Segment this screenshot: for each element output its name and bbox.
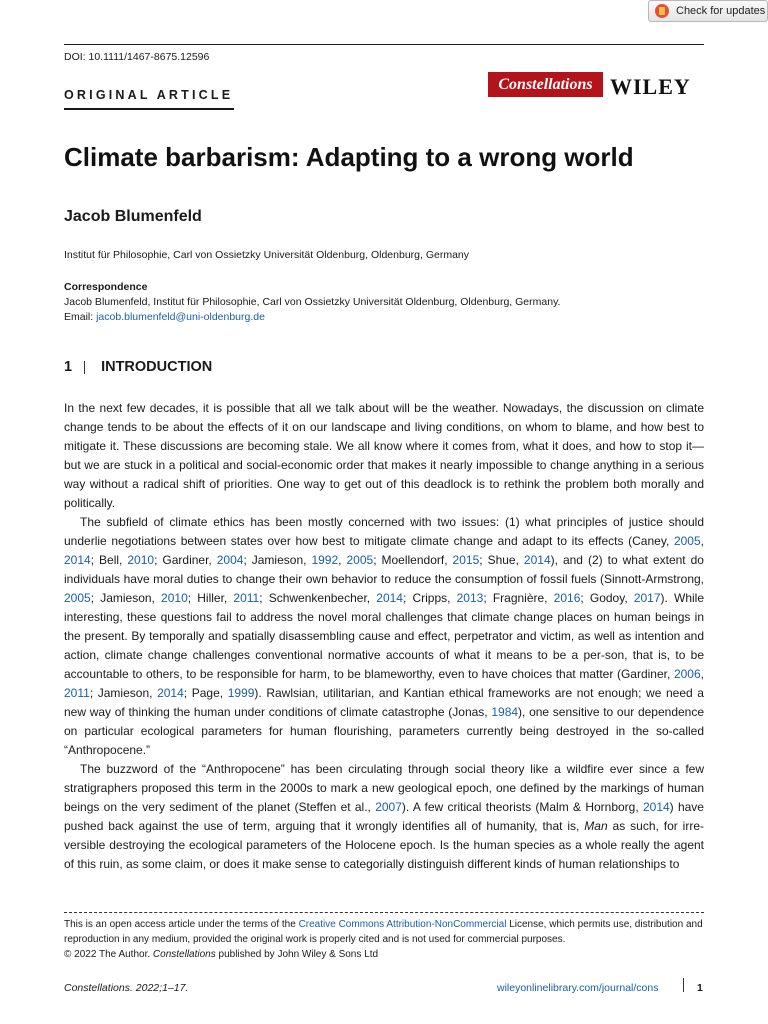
correspondence-address: Jacob Blumenfeld, Institut für Philosophie, Carl von Ossietzky Universität Oldenburg, Oldenburg, Germany. (64, 296, 561, 308)
license-footnote (64, 917, 704, 962)
body-text-run: ; Bell, (90, 553, 128, 567)
copyright-journal: Constellations (152, 949, 216, 960)
body-text-run: ; Gardiner, (154, 553, 217, 567)
citation-link[interactable]: 2007 (375, 800, 402, 814)
correspondence-heading: Correspondence (64, 281, 148, 293)
body-text-run: ; Godoy, (580, 591, 634, 605)
email-link[interactable]: jacob.blumenfeld@uni-oldenburg.de (96, 311, 265, 323)
citation-link[interactable]: 2005 (673, 534, 701, 548)
body-text-run: , (700, 534, 704, 548)
license-text-end: License, which permits use, distribution and reproduction in any medium, provided the original work is properly cited and is not used for commercial purposes. (64, 919, 703, 945)
section-title: INTRODUCTION (101, 359, 213, 375)
body-text-run: ; Page, (183, 686, 228, 700)
body-text-run: ), and (2) to what extent do individuals have moral duties to change their own behavior to reduce the consumption of fossil fuels (Sinnott-Armstrong, (64, 553, 704, 586)
author-affiliation: Institut für Philosophie, Carl von Ossietzky Universität Oldenburg, Oldenburg, Germany (64, 249, 470, 261)
citation-link[interactable]: 1984 (491, 705, 519, 719)
constellations-logo: Constellations (488, 72, 603, 97)
section-number: 1 (64, 359, 73, 375)
citation-link[interactable]: 2013 (456, 591, 484, 605)
wiley-logo: WILEY (610, 74, 691, 99)
citation-link[interactable]: 2014 (157, 686, 184, 700)
footer-journal-link[interactable]: wileyonlinelibrary.com/journal/cons (497, 982, 659, 994)
citation-link[interactable]: 2014 (64, 553, 91, 567)
citation-link[interactable]: 2014 (523, 553, 551, 567)
body-text-run: , (700, 667, 704, 681)
citation-link[interactable]: 2014 (376, 591, 403, 605)
body-text-run: ) have pushed back against the use of term, arguing that it wrongly identifies all of humanity, that is, (64, 800, 704, 833)
body-text-run: ; Shue, (479, 553, 524, 567)
citation-link[interactable]: 2004 (216, 553, 244, 567)
doi-text: DOI: 10.1111/1467-8675.12596 (64, 51, 210, 63)
citation-link[interactable]: 2016 (553, 591, 581, 605)
body-text-run: ; Jamieson, (89, 686, 158, 700)
citation-link[interactable]: 2014 (642, 800, 670, 814)
footer-citation: Constellations. 2022;1–17. (64, 982, 189, 994)
citation-link[interactable]: 2005 (346, 553, 374, 567)
article-type-label: ORIGINAL ARTICLE (64, 88, 234, 102)
body-text-run: ; Cripps, (402, 591, 457, 605)
body-text (64, 399, 704, 874)
body-text-run: The buzzword of the “Anthropocene” has been circulating through social theory like a wildfire ever since a few stratigraphers proposed this term in the 2000s to mark a new geological epoch, one defined by the markings of human beings on the very sediment of the planet (Steffen et al., (64, 762, 704, 814)
body-paragraph (64, 760, 704, 874)
body-text-run: ; Schwenkenbecher, (259, 591, 377, 605)
check-for-updates-label: Check for updates (676, 5, 766, 17)
license-link[interactable]: Creative Commons Attribution-NonCommercial (298, 919, 507, 930)
footnote-rule (64, 912, 704, 913)
page-number: 1 (697, 982, 703, 994)
body-text-run: ), one sensitive to our dependence on particular ecological parameters for human flourishing, parameters currently being destroyed in the so-called “Anthropocene.” (64, 705, 705, 757)
citation-link[interactable]: 2011 (233, 591, 260, 605)
body-text-run: ; Fragnière, (483, 591, 554, 605)
body-text-run: , (338, 553, 347, 567)
citation-link[interactable]: 2010 (161, 591, 188, 605)
citation-link[interactable]: 2017 (633, 591, 661, 605)
body-text-run: ; Jamieson, (90, 591, 162, 605)
article-type-underline (64, 108, 234, 110)
body-text-run: ). A few critical theorists (Malm & Hornborg, (401, 800, 643, 814)
header-rule (64, 44, 704, 45)
body-text-run: ; Moellendorf, (373, 553, 453, 567)
citation-link[interactable]: 2015 (452, 553, 480, 567)
correspondence-email-line (64, 311, 265, 323)
body-text-run: In the next few decades, it is possible that all we talk about will be the weather. Nowadays, the discussion on climate change tends to be about the effects of it on our landscape and living conditions, on whom to blame, and how best to mitigate it. These discussions are becoming stale. We all know where it comes from, what it does, and how to stop it—but we are stuck in a political and social-economic order that makes it nearly impossible to change anything in a serious way without a radical shift of priorities. One way to get out of this deadlock is to rethink the problem both morally and politically. (64, 401, 704, 510)
author-name: Jacob Blumenfeld (64, 208, 202, 225)
citation-link[interactable]: 2011 (64, 686, 90, 700)
citation-link[interactable]: 1992 (311, 553, 339, 567)
body-text-run: ; Jamieson, (243, 553, 312, 567)
section-divider (84, 361, 85, 374)
copyright-text: © 2022 The Author. (64, 949, 153, 960)
section-heading (64, 359, 212, 375)
check-for-updates-button[interactable] (648, 0, 768, 22)
body-text-run: ). Rawlsian, utilitarian, and Kantian ethical frameworks are not enough; we need a new way of thinking the human under conditions of climate catastrophe (Jonas, (64, 686, 704, 719)
footer-divider (683, 978, 684, 992)
body-text-run: The subfield of climate ethics has been mostly concerned with two issues: (1) what principles of justice should underlie negotiations between states over how best to mitigate climate change and adapt to its effects (Caney, (64, 515, 704, 548)
citation-link[interactable]: 1999 (227, 686, 255, 700)
citation-link[interactable]: 2005 (64, 591, 91, 605)
email-label: Email: (64, 311, 97, 323)
emphasis-text: Man (584, 819, 608, 833)
body-paragraph (64, 399, 704, 513)
body-text-run: as such, for irre-versible destroying the ecological parameters of the Holocene epoch. Is the human species as a whole really the agent of this ruin, as some claim, or does it make sense to categorially distinguish different kinds of human relationships to (64, 819, 704, 871)
body-paragraph (64, 513, 704, 760)
article-title: Climate barbarism: Adapting to a wrong world (64, 142, 634, 172)
citation-link[interactable]: 2006 (673, 667, 701, 681)
copyright-publisher: published by John Wiley & Sons Ltd (215, 949, 379, 960)
citation-link[interactable]: 2010 (127, 553, 155, 567)
check-updates-icon (655, 4, 669, 18)
body-text-run: ). While interesting, these questions fail to address the novel moral challenges that climate change places on human beings in the present. By temporally and spatially disassembling cause and effect, perpetrator and victim, as well as intention and action, climate change challenges conventional normative accounts of what it means to be a per-son, that is, to be accountable to others, to be responsible for harm, to be blameworthy, even to have choices that matter (Gardiner, (64, 591, 705, 681)
body-text-run: ; Hiller, (187, 591, 234, 605)
license-text-start: This is an open access article under the terms of the (64, 919, 299, 930)
